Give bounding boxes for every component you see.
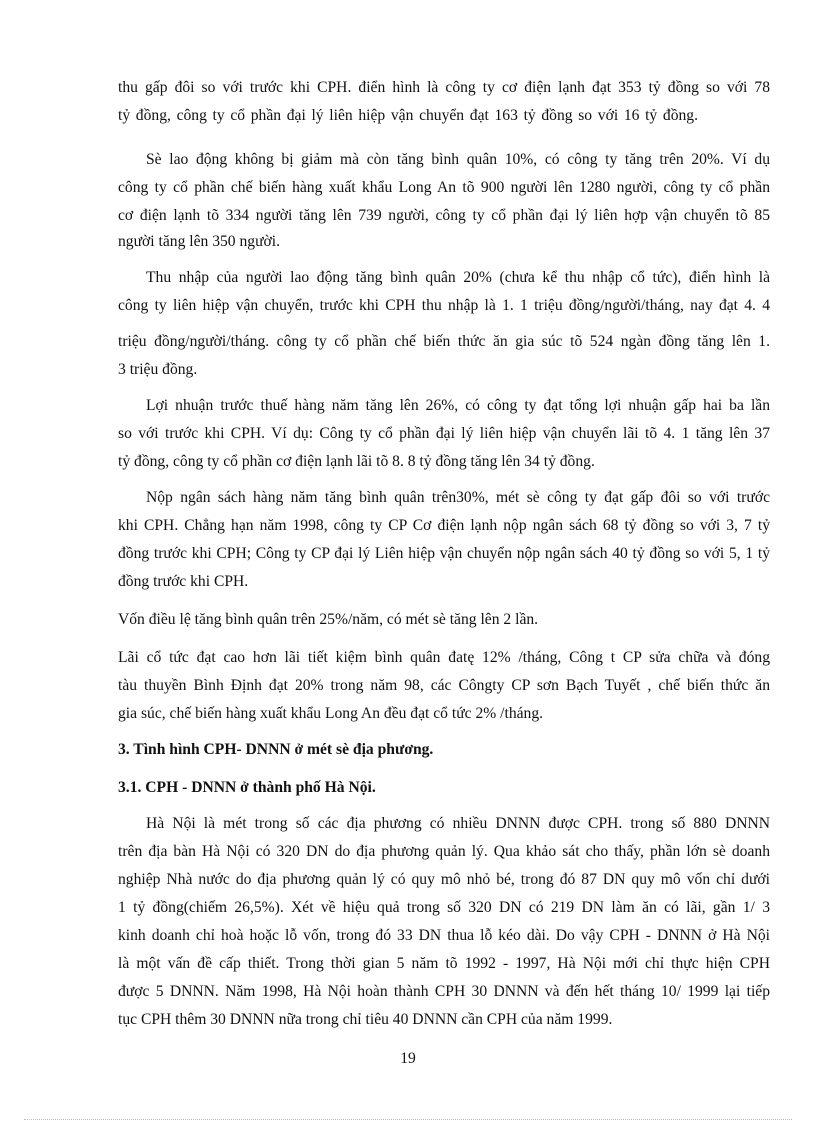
body-text-line: thu gấp đôi so với trước khi CPH. điển hình là công ty cơ điện lạnh đạt 353 tỷ đồng so với 78	[118, 79, 770, 96]
bottom-dotted-rule	[24, 1119, 792, 1120]
body-text-line: triệu đồng/người/tháng. công ty cổ phần chế biến thức ăn gia súc tõ 524 ngàn đồng tăng lên 1.	[118, 333, 770, 350]
body-text-line: tục CPH thêm 30 DNNN nữa trong chỉ tiêu 40 DNNN cần CPH của năm 1999.	[118, 1011, 613, 1028]
body-text-line: là một vấn đề cấp thiết. Trong thời gian 5 năm tõ 1992 - 1997, Hà Nội mới chỉ thực hiện CPH	[118, 955, 770, 972]
body-text-line: 1 tỷ đồng(chiếm 26,5%). Xét về hiệu quả trong số 320 DN có 219 DN làm ăn có lãi, gần 1/ 3	[118, 899, 770, 916]
body-text-line: gia súc, chế biến hàng xuất khẩu Long An đều đạt cổ tức 2% /tháng.	[118, 705, 544, 722]
body-text-line: tỷ đồng, công ty cổ phần cơ điện lạnh lãi tõ 8. 8 tỷ đồng tăng lên 34 tỷ đồng.	[118, 453, 595, 470]
body-text-line: tỷ đồng, công ty cổ phần đại lý liên hiệp vận chuyển đạt 163 tỷ đồng so với 16 tỷ đồng.	[118, 107, 698, 124]
page-number: 19	[400, 1050, 416, 1067]
body-text-line: người tăng lên 350 người.	[118, 233, 281, 250]
section-heading: 3. Tình hình CPH- DNNN ở mét sè địa phương.	[118, 741, 434, 758]
body-text-line: 3 triệu đồng.	[118, 361, 198, 378]
body-text-line: kinh doanh chỉ hoà hoặc lỗ vốn, trong đó 33 DN thua lỗ kéo dài. Do vậy CPH - DNNN ở Hà Nội	[118, 927, 770, 944]
body-text-line: so với trước khi CPH. Ví dụ: Công ty cổ phần đại lý liên hiệp vận chuyển lãi tõ 4. 1 tăng lên 37	[118, 425, 770, 442]
body-text-line: nghiệp Nhà nước do địa phương quản lý có quy mô nhỏ bé, trong đó 87 DN quy mô vốn chỉ dưới	[118, 871, 770, 888]
body-text-line: tàu thuyền Bình Định đạt 20% trong năm 98, các Côngty CP sơn Bạch Tuyết , chế biến thức ăn	[118, 677, 770, 694]
body-text-line: được 5 DNNN. Năm 1998, Hà Nội hoàn thành CPH 30 DNNN và đến hết tháng 10/ 1999 lại tiếp	[118, 983, 770, 1000]
subsection-heading: 3.1. CPH - DNNN ở thành phố Hà Nội.	[118, 779, 376, 796]
body-text-line: đồng trước khi CPH.	[118, 573, 249, 590]
body-text-line: Vốn điều lệ tăng bình quân trên 25%/năm, có mét sè tăng lên 2 lần.	[118, 611, 539, 628]
body-text-line: công ty liên hiệp vận chuyển, trước khi CPH thu nhập là 1. 1 triệu đồng/người/tháng, nay đạt 4. 4	[118, 297, 770, 314]
body-text-line: Hà Nội là mét trong số các địa phương có nhiều DNNN được CPH. trong số 880 DNNN	[146, 815, 770, 832]
body-text-line: Nộp ngân sách hàng năm tăng bình quân trên30%, mét sè công ty đạt gấp đôi so với trước	[146, 489, 770, 506]
body-text-line: Thu nhập của người lao động tăng bình quân 20% (chưa kể thu nhập cổ tức), điển hình là	[146, 269, 770, 286]
body-text-line: đồng trước khi CPH; Công ty CP đại lý Liên hiệp vận chuyển nộp ngân sách 40 tỷ đồng so với 5, 1 tỷ	[118, 545, 770, 562]
body-text-line: Lãi cổ tức đạt cao hơn lãi tiết kiệm bình quân đatę 12% /tháng, Công t CP sửa chữa và đóng	[118, 649, 770, 666]
body-text-line: cơ điện lạnh tõ 334 người tăng lên 739 người, công ty cổ phần đại lý liên hợp vận chuyển tõ 85	[118, 207, 770, 224]
body-text-line: Sè lao động không bị giảm mà còn tăng bình quân 10%, có công ty tăng trên 20%. Ví dụ	[146, 151, 770, 168]
body-text-line: trên địa bàn Hà Nội có 320 DN do địa phương quản lý. Qua khảo sát cho thấy, phần lớn sè doanh	[118, 843, 770, 860]
body-text-line: Lợi nhuận trước thuế hàng năm tăng lên 26%, có công ty đạt tổng lợi nhuận gấp hai ba lần	[146, 397, 770, 414]
body-text-line: khi CPH. Chẳng hạn năm 1998, công ty CP Cơ điện lạnh nộp ngân sách 68 tỷ đồng so với 3, 7 tỷ	[118, 517, 770, 534]
body-text-line: công ty cổ phần chế biến hàng xuất khẩu Long An tõ 900 người lên 1280 người, công ty cổ phần	[118, 179, 770, 196]
